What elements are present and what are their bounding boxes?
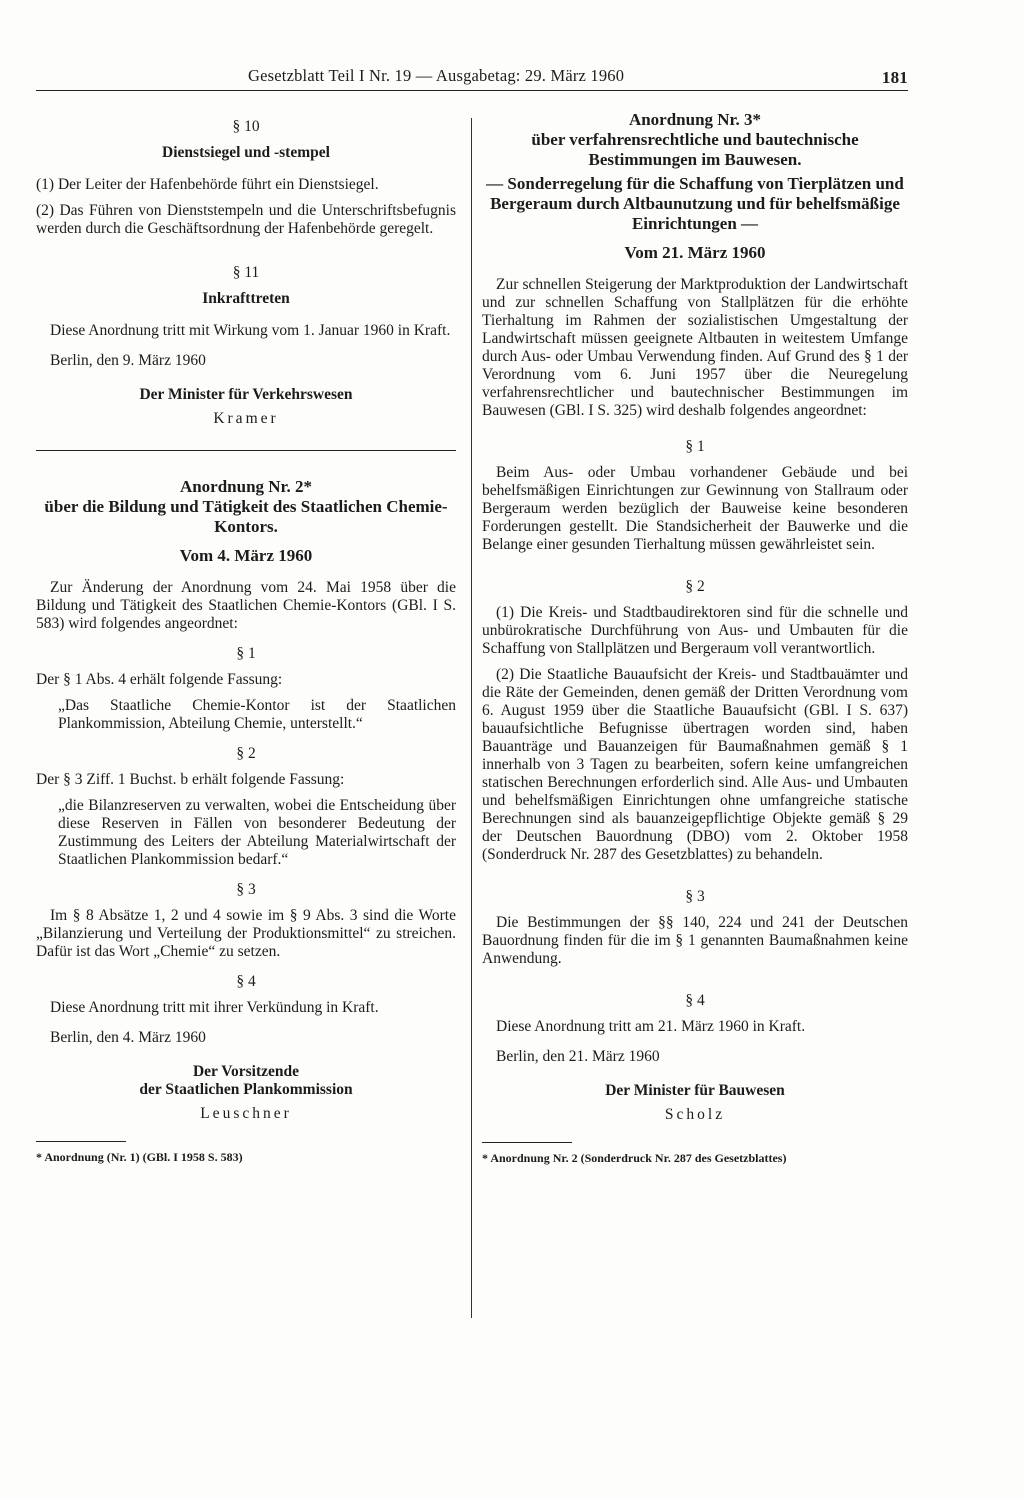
section-10-para-2: (2) Das Führen von Dienststempeln und die Unterschriftsbefugnis werden durch die Geschäftsordnung der Hafenbehörde geregelt. [36, 202, 456, 237]
order-3-section-4-number: § 4 [685, 992, 705, 1009]
order-2-section-4-para: Diese Anordnung tritt mit ihrer Verkündung in Kraft. [50, 999, 379, 1016]
order-3-title: Anordnung Nr. 3* [628, 110, 762, 129]
order-3-special-rule: — Sonderregelung für die Schaffung von Tierplätzen und Bergeraum durch Altbaunutzung und für behelfsmäßige Einrichtungen — [486, 174, 904, 233]
order-2-date: Vom 4. März 1960 [179, 546, 313, 565]
order-3-section-3-number: § 3 [685, 888, 705, 905]
section-10-number: § 10 [232, 118, 260, 135]
order-3-section-3-para: Die Bestimmungen der §§ 140, 224 und 241 der Deutschen Bauordnung finden für die im § 1 genannten Baumaßnahmen keine Anwendung. [482, 914, 908, 967]
order-2-section-3-para: Im § 8 Absätze 1, 2 und 4 sowie im § 9 Abs. 3 sind die Worte „Bilanzierung und Verteilung der Produktionsmittel“ zu streichen. Dafür ist das Wort „Chemie“ zu setzen. [36, 907, 456, 960]
column-divider [471, 118, 472, 1318]
order-2-section-3-number: § 3 [236, 881, 256, 898]
order-3-place-date: Berlin, den 21. März 1960 [496, 1048, 660, 1065]
header-rule [36, 90, 908, 91]
signature-name: Kramer [213, 410, 279, 427]
footnote-rule-right [482, 1142, 572, 1143]
order-2-title: Anordnung Nr. 2* [179, 477, 313, 496]
order-3-section-1-number: § 1 [685, 438, 705, 455]
section-11-para: Diese Anordnung tritt mit Wirkung vom 1. Januar 1960 in Kraft. [50, 322, 451, 339]
order-2-section-2-para: Der § 3 Ziff. 1 Buchst. b erhält folgende Fassung: [36, 771, 345, 788]
order-3-date: Vom 21. März 1960 [624, 243, 766, 262]
order-3-section-4-para: Diese Anordnung tritt am 21. März 1960 in Kraft. [496, 1018, 806, 1035]
signature-office: Der Minister für Verkehrswesen [139, 386, 353, 403]
left-column [36, 106, 456, 1166]
section-11-title: Inkrafttreten [202, 290, 290, 307]
order-2-section-1-quote: „Das Staatliche Chemie-Kontor ist der Staatlichen Plankommission, Abteilung Chemie, unterstellt.“ [58, 697, 456, 732]
footnote-rule [36, 1141, 126, 1142]
order-2-footnote: * Anordnung (Nr. 1) (GBl. I 1958 S. 583) [36, 1150, 243, 1164]
order-3-subtitle: über verfahrensrechtliche und bautechnische Bestimmungen im Bauwesen. [531, 130, 859, 169]
order-3-signature-name: Scholz [664, 1106, 726, 1123]
order-2-signature-office-2: der Staatlichen Plankommission [139, 1081, 353, 1098]
order-2-subtitle: über die Bildung und Tätigkeit des Staatlichen Chemie-Kontors. [44, 497, 448, 536]
section-11-number: § 11 [232, 264, 260, 281]
section-10-para-1: (1) Der Leiter der Hafenbehörde führt ein Dienstsiegel. [36, 176, 379, 193]
page-number: 181 [881, 68, 908, 87]
order-3-section-1-para: Beim Aus- oder Umbau vorhandener Gebäude und bei behelfsmäßigen Einrichtungen zur Gewinnung von Stallraum oder Bergeraum werden bezüglich der Bauweise keine besonderen Forderungen gestellt. Die Standsicherheit der Bauwerke und die Belange einer gesunden Tierhaltung müssen gewährleistet sein. [482, 464, 908, 553]
order-3-signature-office: Der Minister für Bauwesen [605, 1082, 785, 1099]
order-2-intro: Zur Änderung der Anordnung vom 24. Mai 1958 über die Bildung und Tätigkeit des Staatlichen Chemie-Kontors (GBl. I S. 583) wird folgendes angeordnet: [36, 579, 456, 632]
order-separator-rule [36, 450, 456, 451]
order-2-section-2-number: § 2 [236, 745, 256, 762]
order-2-place-date: Berlin, den 4. März 1960 [50, 1029, 206, 1046]
place-date: Berlin, den 9. März 1960 [50, 352, 206, 369]
order-2-signature-office-1: Der Vorsitzende [192, 1063, 300, 1080]
order-2-section-1-number: § 1 [236, 645, 256, 662]
order-2-section-4-number: § 4 [236, 973, 256, 990]
order-3-intro: Zur schnellen Steigerung der Marktproduktion der Landwirtschaft und zur schnellen Schaffung von Stallplätzen für die erhöhte Tierhaltung im Rahmen der sozialistischen Umgestaltung der Landwirtschaft müssen geeignete Altbauten in weitestem Umfange durch Aus- oder Umbau Verwendung finden. Auf Grund des § 1 der Verordnung vom 6. Juni 1957 über die Neuregelung verfahrensrechtlicher und bautechnischer Bestimmungen im Bauwesen (GBl. I S. 325) wird deshalb folgendes angeordnet: [482, 276, 908, 419]
order-3-section-2-para-1: (1) Die Kreis- und Stadtbaudirektoren sind für die schnelle und unbürokratische Durchführung von Aus- und Umbauten für die Schaffung von Stallplätzen und Bergeraum voll verantwortlich. [482, 604, 908, 657]
order-3-section-2-number: § 2 [685, 578, 705, 595]
section-10-title: Dienstsiegel und -stempel [162, 144, 330, 161]
right-column [482, 106, 908, 1167]
order-3-section-2-para-2: (2) Die Staatliche Bauaufsicht der Kreis- und Stadtbauämter und die Räte der Gemeinden, denen gemäß der Dritten Verordnung vom 6. August 1959 über die Staatliche Bauaufsicht (GBl. I S. 637) bauaufsichtliche Befugnisse übertragen worden sind, haben Bauanträge und Bauanzeigen für Baumaßnahmen gemäß § 1 innerhalb von 3 Tagen zu bearbeiten, sofern keine umfangreichen statischen Berechnungen erforderlich sind. Alle Aus- und Umbauten und behelfsmäßigen Einrichtungen ohne umfangreiche statische Berechnungen sind als bauanzeigepflichtige Objekte gemäß § 29 der Deutschen Bauordnung (DBO) vom 2. Oktober 1958 (Sonderdruck Nr. 287 des Gesetzblattes) zu behandeln. [482, 666, 908, 863]
order-2-section-2-quote: „die Bilanzreserven zu verwalten, wobei die Entscheidung über diese Reserven in Fällen von besonderer Bedeutung der Zustimmung des Leiters der Abteilung Materialwirtschaft der Staatlichen Plankommission bedarf.“ [58, 797, 456, 868]
order-2-section-1-para: Der § 1 Abs. 4 erhält folgende Fassung: [36, 671, 283, 688]
order-3-footnote: * Anordnung Nr. 2 (Sonderdruck Nr. 287 des Gesetzblattes) [482, 1151, 787, 1165]
gazette-issue-title: Gesetzblatt Teil I Nr. 19 — Ausgabetag: 29. März 1960 [248, 66, 625, 85]
order-2-signature-name: Leuschner [200, 1105, 292, 1122]
